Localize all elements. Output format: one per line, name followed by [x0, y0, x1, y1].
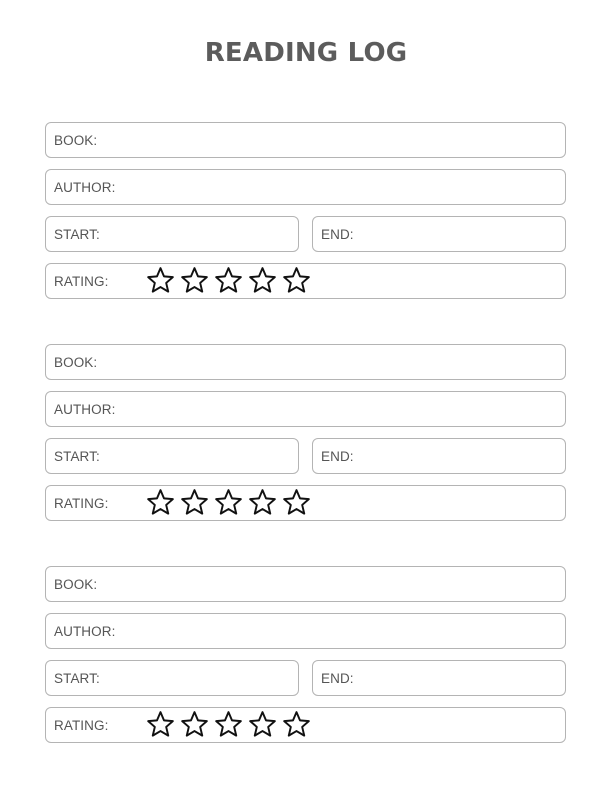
- author-label: AUTHOR:: [54, 623, 116, 639]
- star-outline-icon[interactable]: [282, 266, 311, 295]
- end-date-field[interactable]: [312, 660, 566, 696]
- start-date-field[interactable]: [45, 216, 299, 252]
- book-label: BOOK:: [54, 354, 98, 370]
- rating-field: [45, 707, 566, 743]
- star-outline-icon[interactable]: [180, 488, 209, 517]
- book-field[interactable]: [45, 344, 566, 380]
- star-outline-icon[interactable]: [214, 710, 243, 739]
- star-rating: [146, 710, 311, 739]
- star-outline-icon[interactable]: [146, 266, 175, 295]
- star-outline-icon[interactable]: [248, 266, 277, 295]
- rating-label: RATING:: [54, 717, 109, 733]
- star-outline-icon[interactable]: [248, 710, 277, 739]
- end-label: END:: [321, 448, 354, 464]
- author-label: AUTHOR:: [54, 401, 116, 417]
- page-title: READING LOG: [204, 38, 408, 68]
- star-outline-icon[interactable]: [248, 488, 277, 517]
- end-label: END:: [321, 226, 354, 242]
- star-outline-icon[interactable]: [282, 488, 311, 517]
- star-rating: [146, 488, 311, 517]
- start-label: START:: [54, 226, 100, 242]
- reading-entry-3: [45, 566, 566, 743]
- start-label: START:: [54, 448, 100, 464]
- star-outline-icon[interactable]: [146, 488, 175, 517]
- start-date-field[interactable]: [45, 660, 299, 696]
- rating-label: RATING:: [54, 495, 109, 511]
- reading-entry-1: [45, 122, 566, 299]
- author-field[interactable]: [45, 169, 566, 205]
- end-label: END:: [321, 670, 354, 686]
- rating-field: [45, 263, 566, 299]
- author-field[interactable]: [45, 613, 566, 649]
- star-outline-icon[interactable]: [214, 266, 243, 295]
- star-outline-icon[interactable]: [282, 710, 311, 739]
- book-field[interactable]: [45, 122, 566, 158]
- author-field[interactable]: [45, 391, 566, 427]
- reading-entry-2: [45, 344, 566, 521]
- star-outline-icon[interactable]: [146, 710, 175, 739]
- book-label: BOOK:: [54, 132, 98, 148]
- star-outline-icon[interactable]: [180, 266, 209, 295]
- end-date-field[interactable]: [312, 438, 566, 474]
- book-field[interactable]: [45, 566, 566, 602]
- book-label: BOOK:: [54, 576, 98, 592]
- start-date-field[interactable]: [45, 438, 299, 474]
- star-outline-icon[interactable]: [214, 488, 243, 517]
- star-rating: [146, 266, 311, 295]
- author-label: AUTHOR:: [54, 179, 116, 195]
- start-label: START:: [54, 670, 100, 686]
- end-date-field[interactable]: [312, 216, 566, 252]
- rating-field: [45, 485, 566, 521]
- rating-label: RATING:: [54, 273, 109, 289]
- star-outline-icon[interactable]: [180, 710, 209, 739]
